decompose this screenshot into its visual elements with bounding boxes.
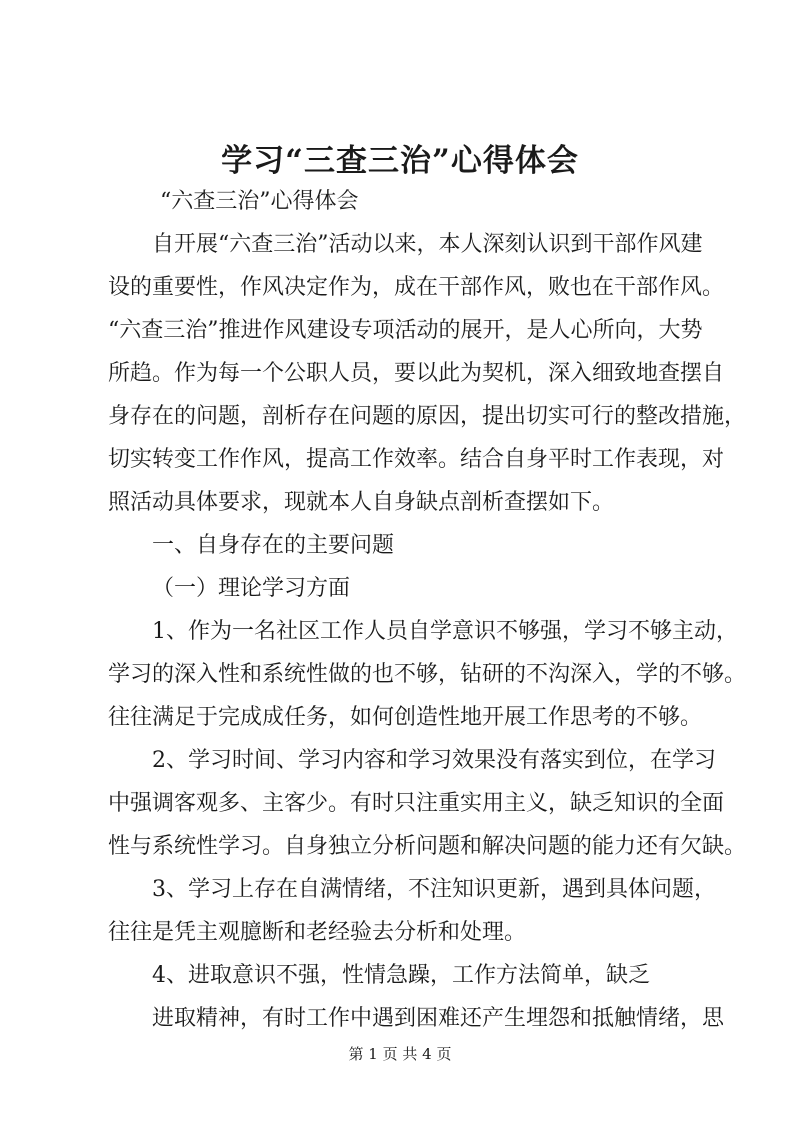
subsection-heading: （一）理论学习方面 [152, 576, 351, 601]
section-heading: 一、自身存在的主要问题 [152, 533, 395, 558]
subtitle-line: “六查三治”心得体会 [160, 189, 359, 214]
body-line: 进取精神，有时工作中遇到困难还产生埋怨和抵触情绪，思 [152, 1006, 725, 1031]
body-line: 往往是凭主观臆断和老经验去分析和处理。 [108, 920, 527, 945]
body-line: 中强调客观多、主客少。有时只注重实用主义，缺乏知识的全面 [108, 791, 725, 816]
body-line: 身存在的问题，剖析存在问题的原因，提出切实可行的整改措施， [108, 404, 747, 429]
body-line: 3、学习上存在自满情绪，不注知识更新，遇到具体问题， [152, 877, 716, 902]
body-line: 照活动具体要求，现就本人自身缺点剖析查摆如下。 [108, 490, 615, 515]
body-line: 自开展“六查三治”活动以来，本人深刻认识到干部作风建 [152, 232, 703, 257]
body-line: 1、作为一名社区工作人员自学意识不够强，学习不够主动， [152, 619, 738, 644]
body-line: 学习的深入性和系统性做的也不够，钻研的不沟深入，学的不够。 [108, 662, 747, 687]
body-line: 往往满足于完成成任务，如何创造性地开展工作思考的不够。 [108, 705, 703, 730]
body-line: 4、进取意识不强，性情急躁，工作方法简单，缺乏 [152, 963, 650, 988]
body-line: 切实转变工作作风，提高工作效率。结合自身平时工作表现，对 [108, 447, 725, 472]
body-line: 所趋。作为每一个公职人员，要以此为契机，深入细致地查摆自 [108, 361, 725, 386]
body-line: “六查三治”推进作风建设专项活动的展开，是人心所向，大势 [108, 318, 703, 343]
body-line: 2、学习时间、学习内容和学习效果没有落实到位，在学习 [152, 748, 716, 773]
body-line: 设的重要性，作风决定作为，成在干部作风，败也在干部作风。 [108, 275, 725, 300]
page-footer: 第 1 页 共 4 页 [348, 1045, 452, 1063]
document-title: 学习“三查三治”心得体会 [221, 143, 579, 179]
body-line: 性与系统性学习。自身独立分析问题和解决问题的能力还有欠缺。 [108, 834, 747, 859]
